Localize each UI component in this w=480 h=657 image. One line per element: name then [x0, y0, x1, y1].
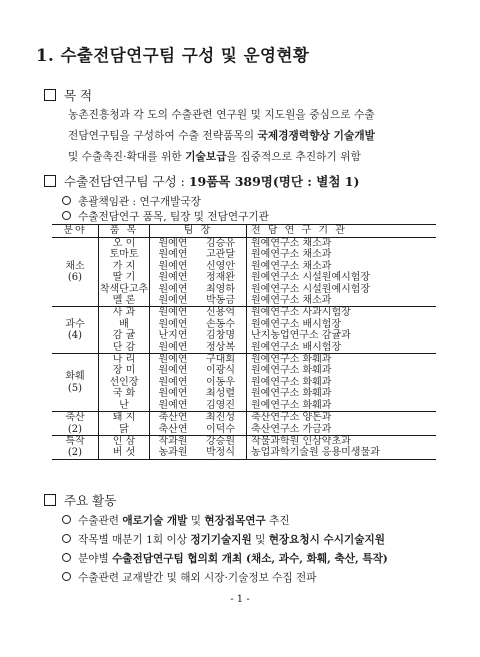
cell-text: 난 — [119, 399, 129, 411]
cell-text: 버 섯 — [112, 447, 136, 459]
cell-text: 난지농업연구소 감귤과 — [251, 330, 351, 342]
cell-text: 원예연구소 배시험장 — [251, 341, 342, 353]
cell-text: 원예연 — [158, 283, 188, 295]
text-run: 및 — [187, 515, 205, 527]
activity-item — [62, 532, 385, 547]
text-run: 및 — [251, 534, 269, 546]
cell-text: 축산연구소 가금과 — [251, 423, 332, 435]
col-header-item: 품 목 — [99, 225, 150, 238]
cell-text: 난지연 — [158, 330, 188, 342]
cell-text: 고관달 — [206, 249, 235, 261]
cell-text: 국 화 — [112, 388, 136, 400]
cell-text: 축산연 — [158, 423, 188, 435]
circle-bullet-icon — [62, 572, 71, 581]
cell-leader-name — [196, 412, 247, 436]
cell-text: 원예연구소 채소과 — [251, 260, 332, 272]
circle-bullet-icon — [62, 196, 71, 205]
table-row — [52, 412, 436, 436]
table-header-row — [52, 225, 436, 238]
activity-item — [62, 570, 316, 585]
field-name: 특작 — [65, 435, 85, 447]
bullet-text: 총괄책임관 : 연구개발국장 — [78, 196, 201, 208]
cell-text: 원예연 — [158, 354, 188, 366]
cell-text: 장 미 — [112, 365, 136, 377]
field-name: 채소 — [65, 260, 85, 272]
circle-bullet-icon — [62, 515, 71, 524]
cell-text: 원예연구소 화훼과 — [251, 399, 332, 411]
cell-text: 착색단고추 — [99, 283, 149, 295]
text-run: 국제경쟁력향상 기술개발 — [257, 130, 376, 142]
text-run: 수출전담연구팀 협의회 개최 (채소, 과수, 화훼, 축산, 특작) — [112, 553, 388, 565]
table-row — [52, 238, 436, 307]
circle-bullet-icon — [62, 211, 71, 220]
cell-leader-name — [196, 435, 247, 459]
table-row — [52, 354, 436, 412]
cell-text: 감 귤 — [112, 330, 136, 342]
cell-text: 단 감 — [112, 341, 136, 353]
cell-text: 축산연구소 양돈과 — [251, 412, 332, 424]
cell-field — [52, 435, 99, 459]
text-run: 수출관련 — [78, 515, 123, 527]
field-name: 화훼 — [65, 371, 85, 383]
cell-agency — [247, 354, 437, 412]
cell-text: 축산연 — [158, 412, 188, 424]
cell-text: 닭 — [119, 423, 129, 435]
cell-field — [52, 307, 99, 354]
cell-item — [99, 435, 150, 459]
cell-agency — [247, 238, 437, 307]
cell-text: 정재완 — [206, 272, 235, 284]
cell-text: 원예연 — [158, 272, 188, 284]
cell-text: 가 지 — [112, 260, 136, 272]
col-header-field: 분야 — [52, 225, 99, 238]
cell-text: 농과원 — [158, 447, 188, 459]
text-run: 을 집중적으로 추진하기 위함 — [226, 151, 361, 163]
cell-text: 원예연구소 사과시험장 — [251, 307, 351, 319]
cell-text: 박동금 — [206, 295, 235, 307]
composition-heading — [44, 172, 359, 190]
cell-text: 원예연구소 채소과 — [251, 249, 332, 261]
purpose-line — [68, 128, 375, 143]
cell-item — [99, 307, 150, 354]
purpose-heading — [44, 86, 92, 104]
cell-item — [99, 238, 150, 307]
cell-text: 김영진 — [206, 399, 235, 411]
cell-item — [99, 412, 150, 436]
cell-leader-institute — [150, 238, 197, 307]
purpose-heading-text: 목 적 — [64, 88, 93, 103]
table-row — [52, 307, 436, 354]
cell-field — [52, 238, 99, 307]
cell-leader-name — [196, 354, 247, 412]
field-name: 축산 — [65, 412, 85, 424]
text-run: 분야별 — [78, 553, 113, 565]
cell-text: 원예연 — [158, 341, 188, 353]
text-run: 정기기술지원 — [190, 534, 252, 546]
cell-text: 손동수 — [206, 318, 235, 330]
cell-text: 원예연구소 화훼과 — [251, 388, 332, 400]
purpose-line — [68, 107, 375, 122]
field-count: (2) — [67, 423, 83, 435]
cell-text: 원예연 — [158, 365, 188, 377]
cell-text: 작물과학원 인삼약초과 — [251, 435, 351, 447]
activity-item — [62, 551, 388, 566]
cell-text: 김창명 — [206, 330, 235, 342]
cell-text: 신영안 — [206, 260, 235, 272]
page-number: - 1 - — [230, 594, 250, 605]
cell-text: 원예연구소 채소과 — [251, 238, 332, 249]
cell-text: 원예연구소 배시험장 — [251, 318, 342, 330]
cell-text: 강승원 — [206, 435, 235, 447]
cell-text: 인 삼 — [112, 435, 136, 447]
cell-text: 이동우 — [206, 376, 235, 388]
cell-leader-name — [196, 238, 247, 307]
cell-text: 돼 지 — [112, 412, 136, 424]
cell-text: 정상복 — [206, 341, 235, 353]
cell-text: 작과원 — [158, 435, 188, 447]
activities-heading-text: 주요 활동 — [64, 493, 117, 508]
cell-text: 나 리 — [112, 354, 136, 366]
cell-text: 선인장 — [109, 376, 139, 388]
bullet-text: 수출전담연구 품목, 팀장 및 전담연구기관 — [78, 211, 269, 223]
cell-field — [52, 354, 99, 412]
page-title: 1. 수출전담연구팀 구성 및 운영현황 — [36, 46, 310, 65]
cell-leader-institute — [150, 307, 197, 354]
cell-text: 원예연 — [158, 260, 188, 272]
checkbox-square-icon — [44, 175, 56, 187]
composition-heading-prefix: 수출전담연구팀 구성 : — [64, 174, 189, 189]
cell-text: 배 — [119, 318, 129, 330]
text-run: 추진 — [265, 515, 290, 527]
cell-item — [99, 354, 150, 412]
cell-text: 김승유 — [206, 238, 235, 249]
text-run: 현장요청시 수시기술지원 — [268, 534, 385, 546]
field-count: (5) — [67, 382, 83, 394]
cell-field — [52, 412, 99, 436]
field-name: 과수 — [65, 318, 85, 330]
research-team-table — [52, 224, 436, 460]
cell-text: 멜 론 — [112, 295, 136, 307]
cell-text: 원예연구소 채소과 — [251, 295, 332, 307]
field-count: (2) — [67, 447, 83, 459]
cell-text: 원예연 — [158, 318, 188, 330]
cell-text: 원예연구소 화훼과 — [251, 354, 332, 366]
cell-text: 최영하 — [206, 283, 235, 295]
text-run: 및 수출촉진·확대를 위한 — [68, 151, 186, 163]
table-row — [52, 435, 436, 459]
cell-text: 농업과학기술원 응용미생물과 — [251, 447, 380, 459]
cell-agency — [247, 412, 437, 436]
cell-leader-institute — [150, 435, 197, 459]
cell-text: 원예연구소 화훼과 — [251, 376, 332, 388]
text-run: 애로기술 개발 — [122, 515, 188, 527]
text-run: 수출관련 교재발간 및 해외 시장·기술정보 수집 전파 — [78, 572, 317, 584]
cell-text: 원예연 — [158, 295, 188, 307]
cell-text: 토마토 — [109, 249, 139, 261]
cell-text: 원예연구소 화훼과 — [251, 365, 332, 377]
cell-leader-institute — [150, 354, 197, 412]
field-count: (6) — [67, 272, 83, 284]
cell-text: 원예연 — [158, 307, 188, 319]
text-run: 전담연구팀을 구성하여 수출 전략품목의 — [68, 130, 258, 142]
cell-text: 원예연 — [158, 399, 188, 411]
cell-text: 신용억 — [206, 307, 235, 319]
cell-text: 원예연구소 시설원예시험장 — [251, 272, 371, 284]
field-count: (4) — [67, 330, 83, 342]
cell-text: 최진성 — [206, 412, 235, 424]
activity-item — [62, 513, 290, 528]
cell-text: 원예연 — [158, 376, 188, 388]
circle-bullet-icon — [62, 553, 71, 562]
text-run: 농촌진흥청과 각 도의 수출관련 연구원 및 지도원을 중심으로 수출 — [68, 109, 375, 121]
purpose-line — [68, 149, 361, 164]
circle-bullet-icon — [62, 534, 71, 543]
cell-agency — [247, 307, 437, 354]
cell-text: 박정식 — [206, 447, 235, 459]
composition-bullet — [62, 194, 201, 209]
cell-text: 최성렬 — [206, 388, 235, 400]
cell-text: 원예연 — [158, 388, 188, 400]
cell-text: 원예연 — [158, 249, 188, 261]
checkbox-square-icon — [44, 494, 56, 506]
cell-agency — [247, 435, 437, 459]
cell-leader-name — [196, 307, 247, 354]
col-header-leader: 팀 장 — [150, 225, 247, 238]
cell-text: 이광식 — [206, 365, 235, 377]
col-header-agency: 전 담 연 구 기 관 — [247, 225, 437, 238]
cell-leader-institute — [150, 412, 197, 436]
cell-text: 이덕수 — [206, 423, 235, 435]
cell-text: 원예연 — [158, 238, 188, 249]
cell-text: 사 과 — [112, 307, 136, 319]
composition-heading-bold: 19품목 389명(명단 : 별첨 1) — [188, 174, 360, 189]
activities-heading — [44, 491, 116, 509]
checkbox-square-icon — [44, 89, 56, 101]
cell-text: 원예연구소 시설원예시험장 — [251, 283, 371, 295]
text-run: 현장접목연구 — [204, 515, 266, 527]
cell-text: 딸 기 — [112, 272, 136, 284]
cell-text: 구대회 — [206, 354, 235, 366]
composition-bullet — [62, 209, 269, 224]
cell-text: 오 이 — [112, 238, 136, 249]
text-run: 작목별 매분기 1회 이상 — [78, 534, 191, 546]
text-run: 기술보급 — [185, 151, 227, 163]
